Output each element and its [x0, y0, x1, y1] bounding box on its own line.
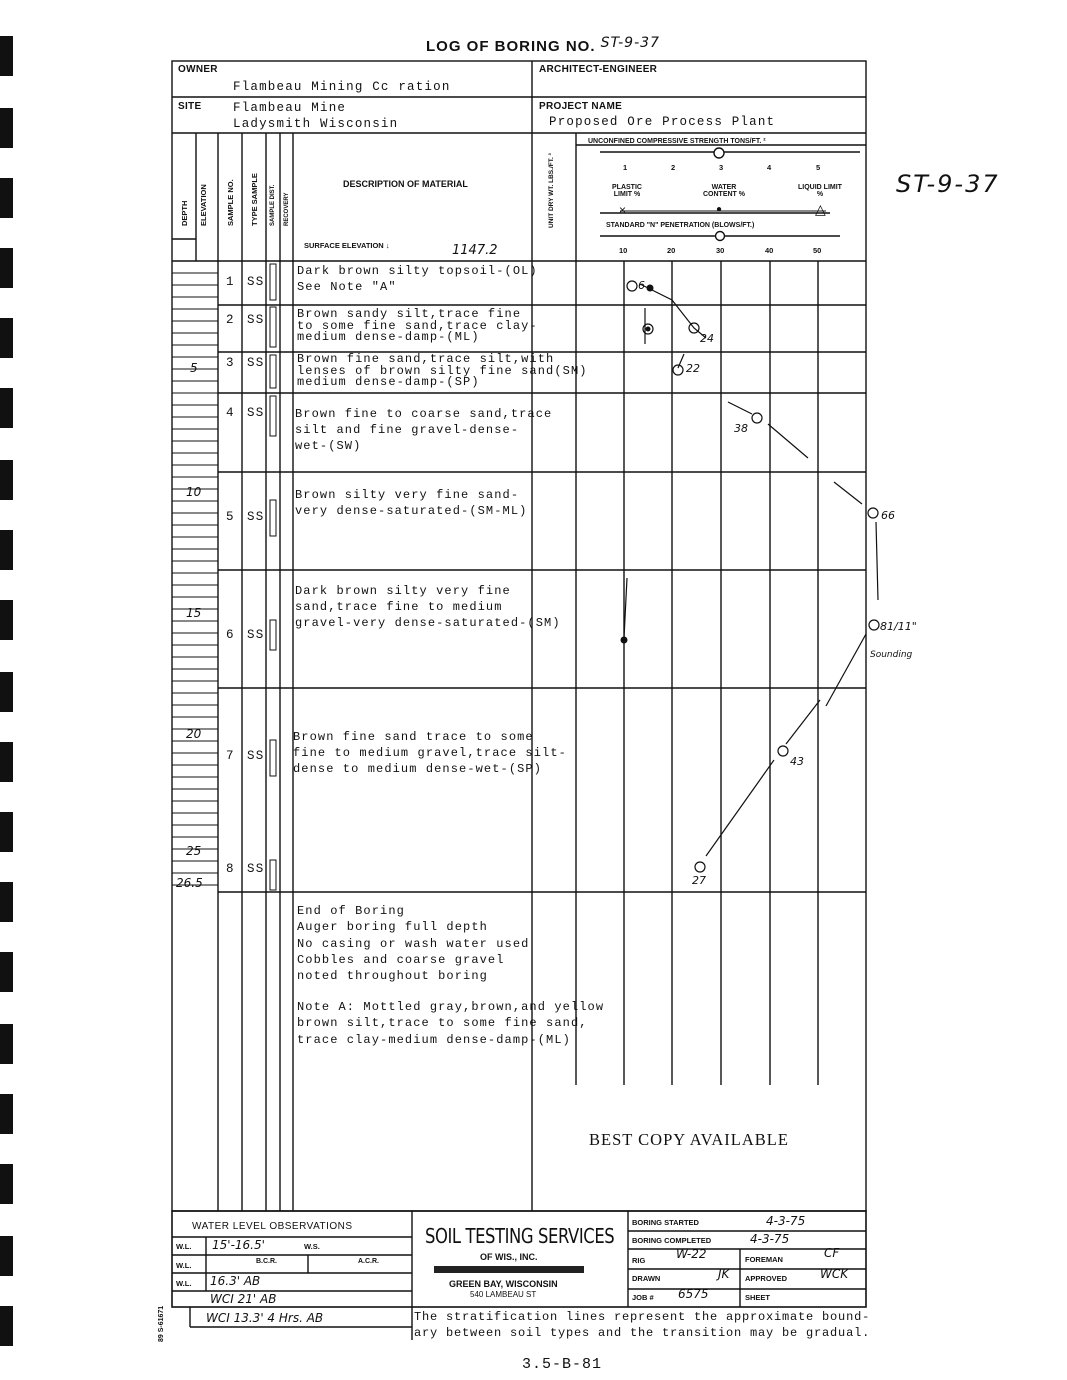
wl-ws-label: W.S.	[304, 1242, 320, 1251]
plastic-limit-label: PLASTIC LIMIT %	[612, 184, 642, 198]
n-value-6: 81/11"	[880, 620, 917, 633]
sample-type-4: SS	[247, 406, 265, 420]
depth-header: DEPTH	[180, 200, 189, 226]
description-layer-5: Brown silty very fine sand- very dense-saturated-(SM-ML)	[295, 488, 528, 518]
owner-value: Flambeau Mining Cc ration	[233, 80, 451, 94]
architect-label: ARCHITECT-ENGINEER	[539, 64, 658, 75]
sample-type-2: SS	[247, 313, 265, 327]
description-layer-2: Brown sandy silt,trace fine to some fine sand,trace clay- medium dense-damp-(ML)	[297, 307, 538, 344]
unit-dry-wt-header: UNIT DRY WT. LBS./FT. ³	[548, 153, 555, 228]
company-street: 540 LAMBEAU ST	[470, 1290, 537, 1299]
ucs-header: UNCONFINED COMPRESSIVE STRENGTH TONS/FT. ²	[588, 138, 766, 145]
n-value-7: 43	[790, 755, 804, 768]
plastic-limit-symbol: ×	[619, 203, 627, 217]
depth-mark-15: 15	[186, 606, 202, 620]
n-tick-50: 50	[813, 246, 822, 255]
wl-value-3: 16.3' AB	[210, 1274, 261, 1288]
boring-completed-value: 4-3-75	[750, 1232, 790, 1246]
sample-type-6: SS	[247, 628, 265, 642]
type-sample-header: TYPE SAMPLE	[250, 173, 259, 226]
n-tick-40: 40	[765, 246, 774, 255]
description-layer-3: Brown fine sand,trace silt,with lenses of brown silty fine sand(SM) medium dense-damp-(SP)	[297, 352, 588, 389]
approved-value: WCK	[820, 1267, 849, 1281]
sample-no-1: 1	[226, 275, 235, 289]
liquid-limit-label: LIQUID LIMIT %	[798, 184, 842, 198]
sample-type-3: SS	[247, 356, 265, 370]
drawn-label: DRAWN	[632, 1274, 661, 1283]
n-value-1: 6	[638, 279, 645, 292]
approved-label: APPROVED	[745, 1274, 788, 1283]
sample-no-5: 5	[226, 510, 235, 524]
surface-elevation-value: 1147.2	[452, 243, 498, 258]
depth-mark-25: 25	[186, 844, 202, 858]
rig-label: RIG	[632, 1256, 646, 1265]
surface-elevation-label: SURFACE ELEVATION ↓	[304, 241, 390, 250]
sample-no-7: 7	[226, 749, 235, 763]
sample-no-4: 4	[226, 406, 235, 420]
description-layer-4: Brown fine to coarse sand,trace silt and fine gravel-dense- wet-(SW)	[295, 407, 553, 453]
foreman-value: CF	[824, 1246, 840, 1260]
depth-mark-5: 5	[190, 361, 198, 375]
company-sub: OF WIS., INC.	[480, 1252, 538, 1262]
sounding-note: Sounding	[870, 650, 913, 660]
sample-no-2: 2	[226, 313, 235, 327]
project-value: Proposed Ore Process Plant	[549, 115, 776, 129]
elevation-header: ELEVATION	[199, 184, 208, 226]
n-tick-30: 30	[716, 246, 725, 255]
n-value-8: 27	[692, 874, 706, 887]
depth-mark-20: 20	[186, 727, 202, 741]
wl-value-1: 15'-16.5'	[212, 1238, 265, 1252]
surface-elevation-label-text: SURFACE ELEVATION	[304, 241, 384, 250]
n-tick-10: 10	[619, 246, 628, 255]
sample-type-1: SS	[247, 275, 265, 289]
wl-value-5: WCI 13.3' 4 Hrs. AB	[206, 1311, 324, 1325]
company-name: SOIL TESTING SERVICES	[425, 1224, 615, 1248]
site-line-1: Flambeau Mine	[233, 101, 347, 115]
wl-label-3: W.L.	[176, 1279, 192, 1288]
sample-no-6: 6	[226, 628, 235, 642]
spt-header: STANDARD "N" PENETRATION (BLOWS/FT.)	[606, 222, 755, 229]
acr-label: A.C.R.	[358, 1258, 379, 1265]
boring-started-label: BORING STARTED	[632, 1218, 699, 1227]
n-value-3: 22	[686, 362, 700, 375]
project-label: PROJECT NAME	[539, 101, 623, 112]
water-content-symbol: ●	[716, 204, 723, 215]
ucs-tick-3: 3	[719, 163, 724, 172]
boring-completed-label: BORING COMPLETED	[632, 1236, 712, 1245]
boring-started-value: 4-3-75	[766, 1214, 806, 1228]
wl-label-1: W.L.	[176, 1242, 192, 1251]
drawn-value: JK	[718, 1267, 730, 1281]
company-city: GREEN BAY, WISCONSIN	[449, 1279, 558, 1289]
page-number: 3.5-B-81	[522, 1356, 603, 1373]
site-line-2: Ladysmith Wisconsin	[233, 117, 399, 131]
ucs-tick-2: 2	[671, 163, 676, 172]
water-level-title: WATER LEVEL OBSERVATIONS	[192, 1221, 353, 1232]
wl-value-4: WCI 21' AB	[210, 1292, 277, 1306]
side-code: 89 S-61671	[158, 1305, 165, 1342]
sample-type-7: SS	[247, 749, 265, 763]
depth-mark-10: 10	[186, 485, 202, 499]
wl-label-2: W.L.	[176, 1261, 192, 1270]
n-value-2: 24	[700, 332, 714, 345]
n-value-5: 66	[881, 509, 895, 522]
job-label: JOB #	[632, 1293, 654, 1302]
sample-no-3: 3	[226, 356, 235, 370]
end-of-boring-notes: End of Boring Auger boring full depth No casing or wash water used Cobbles and coarse gravel noted throughout boring	[297, 904, 530, 984]
site-label: SITE	[178, 101, 202, 112]
boring-number: ST-9-37	[600, 35, 660, 51]
description-layer-6: Dark brown silty very fine sand,trace fine to medium gravel-very dense-saturated-(SM)	[295, 584, 561, 630]
sample-dist-header: SAMPLE DIST.	[270, 184, 276, 226]
stratification-note-line-1: The stratification lines represent the approximate bound-	[414, 1310, 871, 1324]
ucs-tick-4: 4	[767, 163, 772, 172]
rig-value: W-22	[676, 1247, 707, 1261]
depth-mark-26-5: 26.5	[176, 876, 203, 890]
company-logo-strip	[434, 1266, 584, 1273]
sample-no-8: 8	[226, 862, 235, 876]
stratification-note-line-2: ary between soil types and the transition may be gradual.	[414, 1326, 871, 1340]
description-header: DESCRIPTION OF MATERIAL	[343, 179, 468, 189]
sheet-label: SHEET	[745, 1293, 771, 1302]
description-layer-1: Dark brown silty topsoil-(OL) See Note "A"	[297, 264, 538, 294]
n-tick-20: 20	[667, 246, 676, 255]
log-title-text: LOG OF BORING NO.	[426, 38, 596, 55]
job-value: 6575	[678, 1287, 709, 1301]
sample-type-5: SS	[247, 510, 265, 524]
best-copy-stamp: BEST COPY AVAILABLE	[589, 1130, 789, 1149]
water-content-label: WATER CONTENT %	[703, 184, 745, 198]
recovery-header: RECOVERY	[284, 192, 290, 226]
liquid-limit-symbol: △	[815, 201, 826, 217]
margin-note: ST-9-37	[896, 170, 1000, 198]
bcr-label: B.C.R.	[256, 1258, 277, 1265]
ucs-tick-1: 1	[623, 163, 628, 172]
sample-no-header: SAMPLE NO.	[226, 179, 235, 226]
description-layer-7: Brown fine sand trace to some fine to medium gravel,trace silt- dense to medium dense-wet-(SP)	[293, 730, 567, 776]
sample-type-8: SS	[247, 862, 265, 876]
n-value-4: 38	[734, 422, 748, 435]
ucs-tick-5: 5	[816, 163, 821, 172]
foreman-label: FOREMAN	[745, 1255, 783, 1264]
note-a: Note A: Mottled gray,brown,and yellow brown silt,trace to some fine sand, trace clay-medium dense-damp-(ML)	[297, 1000, 605, 1047]
owner-label: OWNER	[178, 64, 218, 75]
